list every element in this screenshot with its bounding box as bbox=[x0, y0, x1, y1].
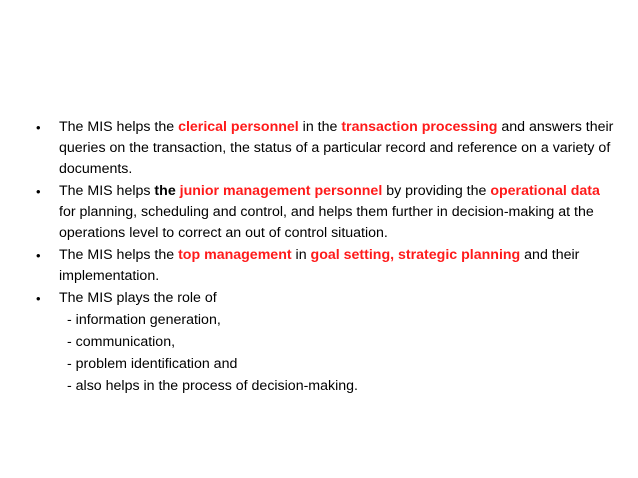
bullet-dot: • bbox=[36, 248, 41, 263]
sub-item-communication: - communication, bbox=[67, 334, 176, 350]
bullet-item-top-management bbox=[36, 245, 616, 287]
text-run: The MIS helps the bbox=[59, 247, 179, 263]
highlight-clerical-personnel: clerical personnel bbox=[178, 119, 299, 135]
text-run: and answers their queries on the transaction, the status of a particular record and reference on a variety of documents. bbox=[59, 119, 614, 177]
highlight-operational-data: operational data bbox=[490, 183, 600, 199]
text-run: and their implementation. bbox=[59, 247, 580, 284]
bullet-item-role bbox=[36, 288, 616, 397]
text-run: for planning, scheduling and control, and helps them further in decision-making at the operations level to correct an out of control situation. bbox=[59, 204, 594, 241]
bold-text-run: the bbox=[154, 183, 180, 199]
highlight-goal-setting: goal setting, strategic planning bbox=[310, 247, 521, 263]
bullet-item-clerical bbox=[36, 117, 616, 180]
sub-item-problem-identification: - problem identification and bbox=[67, 356, 238, 372]
text-run: The MIS helps bbox=[59, 183, 155, 199]
bullet-item-junior-management bbox=[36, 181, 616, 244]
bullet-dot: • bbox=[36, 184, 41, 199]
bullet-dot: • bbox=[36, 291, 41, 306]
text-run: in the bbox=[298, 119, 342, 135]
text-run: The MIS plays the role of bbox=[59, 290, 217, 306]
highlight-transaction-processing: transaction processing bbox=[341, 119, 498, 135]
bullet-list bbox=[36, 117, 616, 398]
text-run: in bbox=[291, 247, 311, 263]
sub-item-information-generation: - information generation, bbox=[67, 312, 221, 328]
highlight-junior-management-personnel: junior management personnel bbox=[179, 183, 383, 199]
text-run: The MIS helps the bbox=[59, 119, 179, 135]
sub-item-decision-making: - also helps in the process of decision-making. bbox=[67, 378, 358, 394]
text-run: by providing the bbox=[382, 183, 491, 199]
bullet-dot: • bbox=[36, 120, 41, 135]
highlight-top-management: top management bbox=[178, 247, 292, 263]
